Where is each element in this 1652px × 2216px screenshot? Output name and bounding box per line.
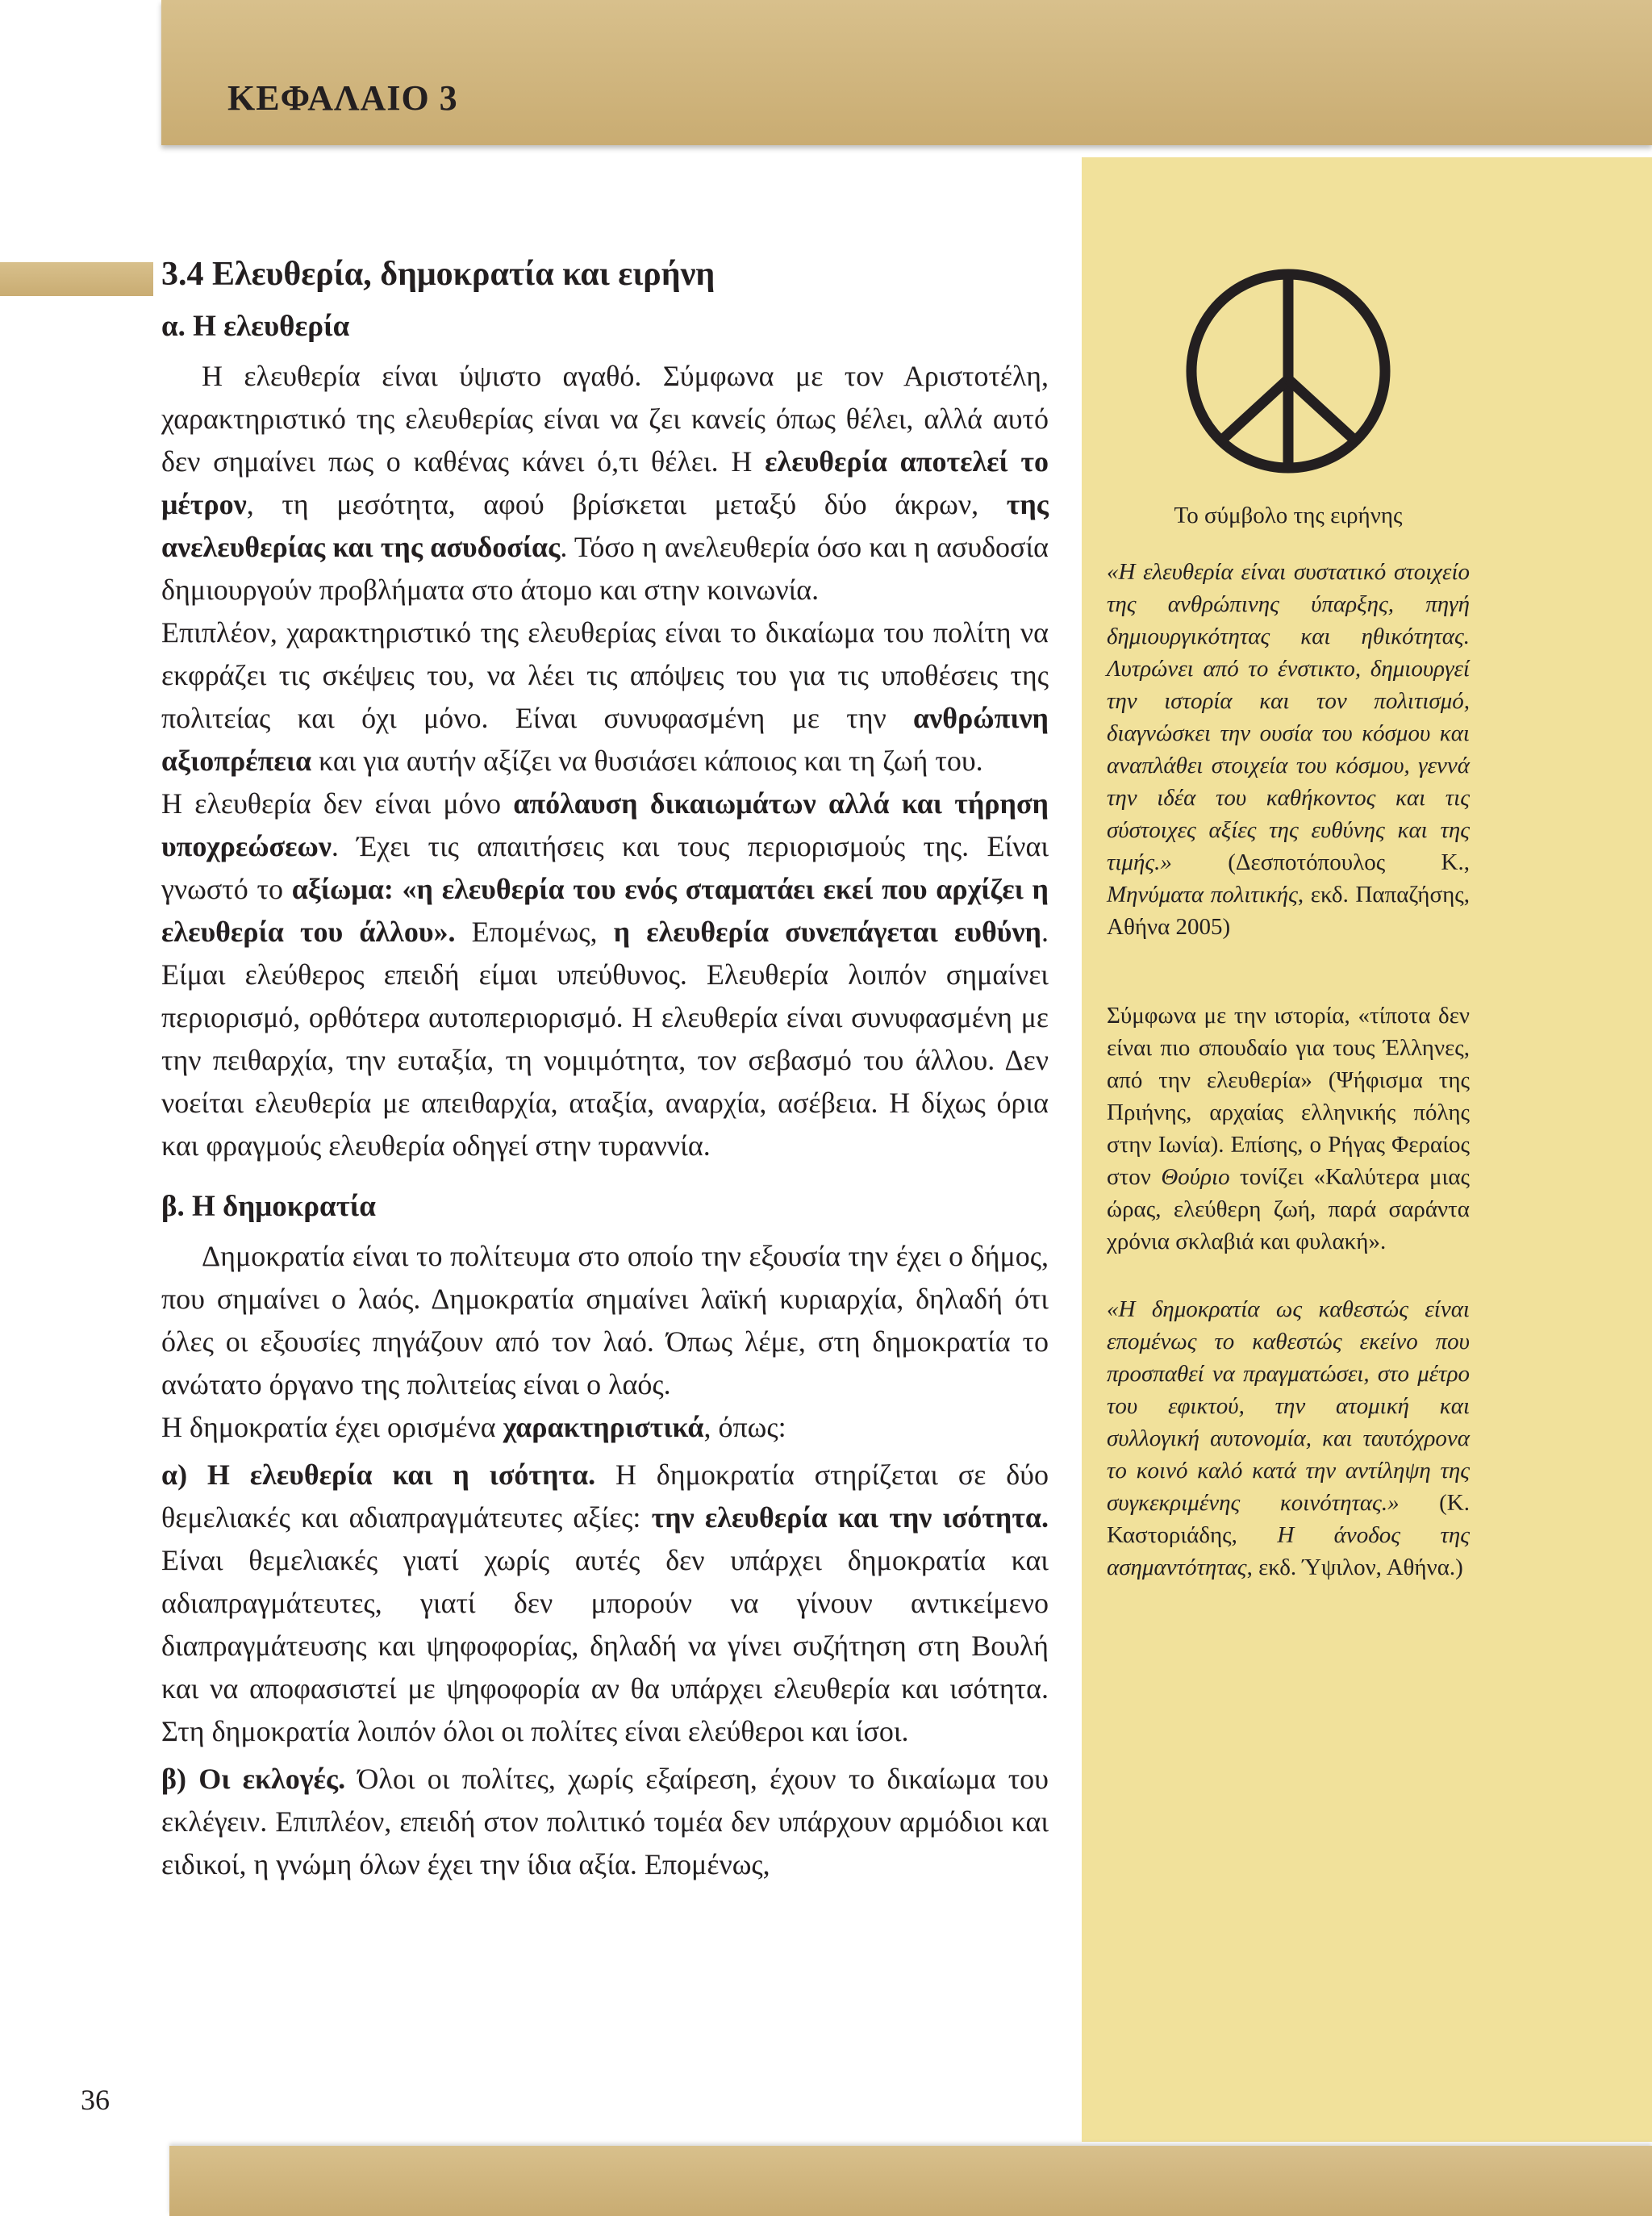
chapter-title: ΚΕΦΑΛΑΙΟ 3 xyxy=(227,78,458,118)
sidebar-quote-democracy: «Η δημοκρατία ως καθεστώς είναι επομένως το καθεστώς εκείνο που προσπαθεί να πραγματώσει, στο μέτρο του εφικτού, την ατομική και συλλογική αυτονομία, και ταυτόχρονα το κοινό καλό κατά την αντίληψη της συγκεκριμένης κοινότητας.» (Κ. Καστοριάδης, Η άνοδος της ασημαντότητας, εκδ. Ύψιλον, Αθήνα.) xyxy=(1107,1296,1470,1580)
paragraph-freedom-2: Επιπλέον, χαρακτηριστικό της ελευθερίας είναι το δικαίωμα του πολίτη να εκφράζει τις σκέψεις του, να λέει τις απόψεις του για τις υποθέσεις της πολιτείας και όχι μόνο. Είναι συνυφασμένη με την ανθρώπινη αξιοπρέπεια και για αυτήν αξίζει να θυσιάσει κάποιος και τη ζωή του. xyxy=(161,616,1049,777)
page-number: 36 xyxy=(81,2084,110,2116)
header-band xyxy=(161,0,1652,145)
section-title: 3.4 Ελευθερία, δημοκρατία και ειρήνη xyxy=(161,256,715,293)
paragraph-freedom-3: Η ελευθερία δεν είναι μόνο απόλαυση δικαιωμάτων αλλά και τήρηση υποχρεώσεων. Έχει τις απαιτήσεις και τους περιορισμούς της. Είναι γνωστό το αξίωμα: «η ελευθερία του ενός σταματάει εκεί που αρχίζει η ελευθερία του άλλου». Επομένως, η ελευθερία συνεπάγεται ευθύνη. Είμαι ελεύθερος επειδή είμαι υπεύθυνος. Ελευθερία λοιπόν σημαίνει περιορισμό, ορθότερα αυτοπεριορισμό. Η ελευθερία είναι συνυφασμένη με την πειθαρχία, την ευταξία, τη νομιμότητα, τον σεβασμό του άλλου. Δεν νοείται ελευθερία με απειθαρχία, αταξία, αναρχία, ασέβεια. Η δίχως όρια και φραγμούς ελευθερία οδηγεί στην τυραννία. xyxy=(161,787,1049,1162)
peace-symbol-icon xyxy=(1183,266,1393,485)
footer-band xyxy=(169,2146,1652,2216)
paragraph-elections: β) Οι εκλογές. Όλοι οι πολίτες, χωρίς εξαίρεση, έχουν το δικαίωμα του εκλέγειν. Επιπλέον, επειδή στον πολιτικό τομέα δεν υπάρχουν αρμόδιοι και ειδικοί, η γνώμη όλων έχει την ίδια αξία. Επομένως, xyxy=(161,1763,1049,1880)
paragraph-freedom-1: Η ελευθερία είναι ύψιστο αγαθό. Σύμφωνα με τον Αριστοτέλη, χαρακτηριστικό της ελευθερίας είναι να ζει κανείς όπως θέλει, αλλά αυτό δεν σημαίνει πως ο καθένας κάνει ό,τι θέλει. Η ελευθερία αποτελεί το μέτρον, τη μεσότητα, αφού βρίσκεται μεταξύ δύο άκρων, της ανελευθερίας και της ασυδοσίας. Τόσο η ανελευθερία όσο και η ασυδοσία δημιουργούν προβλήματα στο άτομο και στην κοινωνία. xyxy=(161,360,1049,606)
sidebar-content xyxy=(1107,266,1470,1619)
paragraph-freedom-equality: α) Η ελευθερία και η ισότητα. Η δημοκρατία στηρίζεται σε δύο θεμελιακές και αδιαπραγμάτευτες αξίες: την ελευθερία και την ισότητα. Είναι θεμελιακές γιατί χωρίς αυτές δεν υπάρχει δημοκρατία και αδιαπραγμάτευτες, γιατί δεν μπορούν να γίνουν αντικείμενο διαπραγμάτευσης και ψηφοφορίας, δηλαδή να γίνει συζήτηση στη Βουλή και να αποφασιστεί με ψηφοφορία αν θα υπάρχει ελευθερία και ισότητα. Στη δημοκρατία λοιπόν όλοι οι πολίτες είναι ελεύθεροι και ίσοι. xyxy=(161,1459,1049,1747)
paragraph-democracy-1: Δημοκρατία είναι το πολίτευμα στο οποίο την εξουσία την έχει ο δήμος, που σημαίνει ο λαός. Δημοκρατία σημαίνει λαϊκή κυριαρχία, δηλαδή ότι όλες οι εξουσίες πηγάζουν από τον λαό. Όπως λέμε, στη δημοκρατία το ανώτατο όργανο της πολιτείας είναι ο λαός. xyxy=(161,1240,1049,1400)
peace-symbol-caption: Το σύμβολο της ειρήνης xyxy=(1174,503,1403,528)
subsection-title-freedom: α. Η ελευθερία xyxy=(161,310,350,343)
sidebar-history-note: Σύμφωνα με την ιστορία, «τίποτα δεν είναι πιο σπουδαίο για τους Έλληνες, από την ελευθερία» (Ψήφισμα της Πριήνης, αρχαίας ελληνικής πόλης στην Ιωνία). Επίσης, ο Ρήγας Φεραίος στον Θούριο τονίζει «Καλύτερα μιας ώρας, ελεύθερη ζωή, παρά σαράντα χρόνια σκλαβιά και φυλακή». xyxy=(1107,1003,1470,1254)
main-column xyxy=(161,250,1049,1886)
section-marker-tab xyxy=(0,262,153,296)
paragraph-democracy-2: Η δημοκρατία έχει ορισμένα χαρακτηριστικά, όπως: xyxy=(161,1411,786,1443)
sidebar-quote-freedom: «Η ελευθερία είναι συστατικό στοιχείο της ανθρώπινης ύπαρξης, πηγή δημιουργικότητας και ηθικότητας. Λυτρώνει από το ένστικτο, δημιουργεί την ιστορία και τον πολιτισμό, διαγνώσκει την ουσία του κόσμου και αναπλάθει στοιχεία του κόσμου, γεννά την ιδέα του καθήκοντος και τις σύστοιχες αξίες της ευθύνης και της τιμής.» (Δεσποτόπουλος Κ., Μηνύματα πολιτικής, εκδ. Παπαζήσης, Αθήνα 2005) xyxy=(1107,559,1470,940)
subsection-title-democracy: β. Η δημοκρατία xyxy=(161,1190,376,1223)
